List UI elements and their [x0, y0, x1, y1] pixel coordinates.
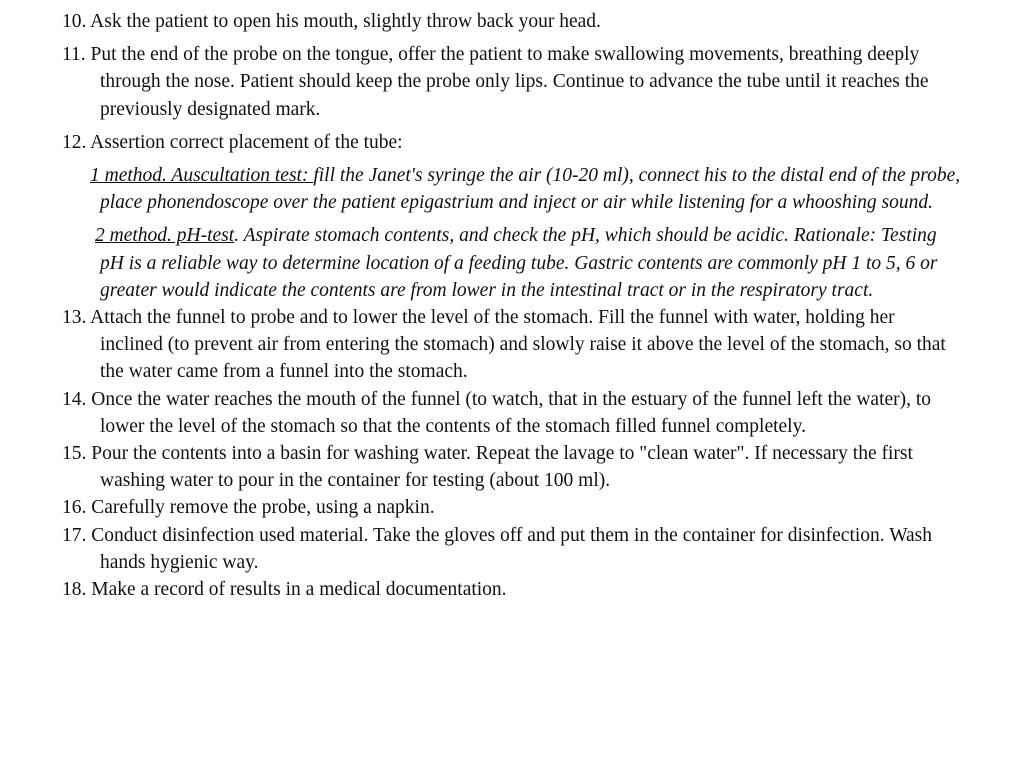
step-15: 15. Pour the contents into a basin for washing water. Repeat the lavage to "clean water". If necessary the first washing water to pour in the container for testing (about 100 ml).	[62, 443, 913, 492]
method-2-ph-test	[62, 222, 962, 304]
procedure-steps	[62, 8, 962, 603]
method-2-text: . Aspirate stomach contents, and check the pH, which should be acidic. Rationale: Testing pH is a reliable way to determine location of a feeding tube. Gastric contents are commonly pH 1 to 5, 6 or greater would indicate the contents are from lower in the intestinal tract or in the respiratory tract.	[100, 225, 938, 301]
method-1-text: fill the Janet's syringe the air (10-20 ml), connect his to the distal end of the probe, place phonendoscope over the patient epigastrium and inject or air while listening for a whooshing sound.	[100, 165, 961, 214]
method-2-title: 2 method. pH-test	[95, 225, 235, 247]
step-11: 11. Put the end of the probe on the tongue, offer the patient to make swallowing movements, breathing deeply through the nose. Patient should keep the probe only lips. Continue to advance the tube until it reaches the previously designated mark.	[62, 44, 929, 120]
step-10: 10. Ask the patient to open his mouth, slightly throw back your head.	[62, 11, 601, 32]
step-18: 18. Make a record of results in a medical documentation.	[62, 579, 507, 601]
step-17: 17. Conduct disinfection used material. Take the gloves off and put them in the container for disinfection. Wash hands hygienic way.	[62, 524, 933, 573]
method-1-auscultation	[62, 162, 962, 216]
step-16: 16. Carefully remove the probe, using a napkin.	[62, 497, 435, 519]
step-14: 14. Once the water reaches the mouth of the funnel (to watch, that in the estuary of the funnel left the water), to lower the level of the stomach so that the contents of the stomach filled funnel completely.	[62, 388, 932, 437]
step-13: 13. Attach the funnel to probe and to lower the level of the stomach. Fill the funnel with water, holding her inclined (to prevent air from entering the stomach) and slowly raise it above the level of the stomach, so that the water came from a funnel into the stomach.	[62, 307, 946, 383]
step-12: 12. Assertion correct placement of the tube:	[62, 131, 403, 153]
method-1-title: 1 method. Auscultation test:	[90, 165, 314, 187]
